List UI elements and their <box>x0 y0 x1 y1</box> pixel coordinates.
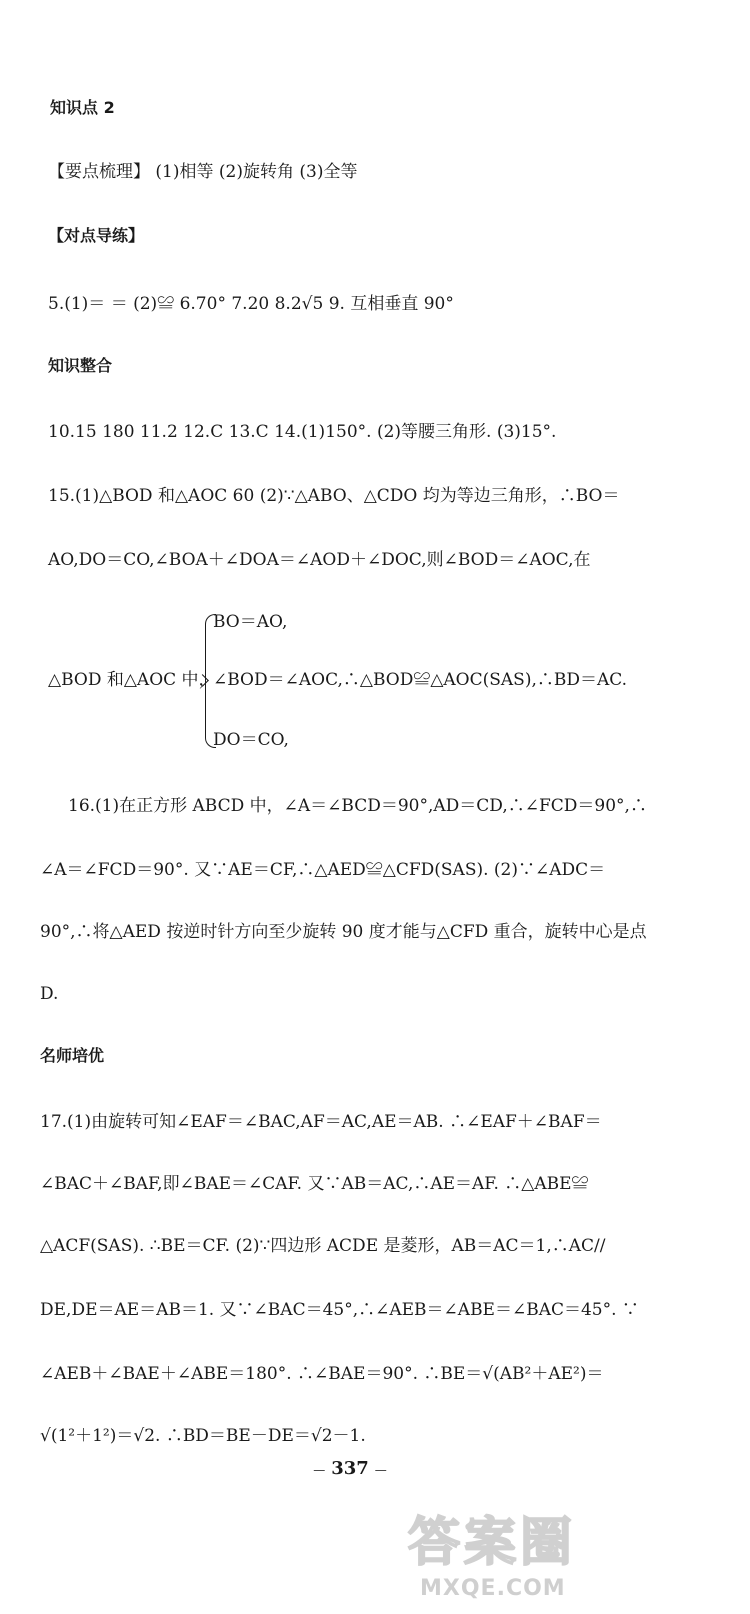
watermark-url: MXQE.COM <box>420 1576 566 1601</box>
q15-brace-top: BO＝AO, <box>213 612 288 632</box>
q16-line-4: D. <box>40 984 59 1004</box>
practice-title: 【对点导练】 <box>48 226 145 245</box>
q15-brace-mid: ∠BOD＝∠AOC,∴△BOD≌△AOC(SAS),∴BD＝AC. <box>213 670 628 690</box>
q17-line-1: 17.(1)由旋转可知∠EAF＝∠BAC,AF＝AC,AE＝AB. ∴∠EAF＋∠BAF＝ <box>40 1112 602 1132</box>
q16-line-1: 16.(1)在正方形 ABCD 中，∠A＝∠BCD＝90°,AD＝CD,∴∠FCD＝90°,∴ <box>68 796 647 816</box>
watermark-logo: 答案圈 <box>408 1513 577 1573</box>
q15-brace-bottom: DO＝CO, <box>213 730 289 750</box>
section-title-integration: 知识整合 <box>48 356 113 375</box>
q16-line-2: ∠A＝∠FCD＝90°. 又∵AE＝CF,∴△AED≌△CFD(SAS). (2)∵∠ADC＝ <box>40 860 606 880</box>
answers-10-14: 10.15 180 11.2 12.C 13.C 14.(1)150°. (2)等腰三角形. (3)15°. <box>48 422 557 442</box>
answers-5-9: 5.(1)＝ ＝ (2)≌ 6.70° 7.20 8.2√5 9. 互相垂直 90° <box>48 294 454 314</box>
section-title-master-class: 名师培优 <box>40 1046 105 1065</box>
q17-line-4: DE,DE＝AE＝AB＝1. 又∵∠BAC＝45°,∴∠AEB＝∠ABE＝∠BAC＝45°. ∵ <box>40 1300 639 1320</box>
q15-line-1: 15.(1)△BOD 和△AOC 60 (2)∵△ABO、△CDO 均为等边三角形，∴BO＝ <box>48 486 620 506</box>
q17-line-3: △ACF(SAS). ∴BE＝CF. (2)∵四边形 ACDE 是菱形，AB＝AC＝1,∴AC// <box>40 1236 606 1256</box>
page-number: — 337 — <box>300 1458 400 1479</box>
q15-brace-lead: △BOD 和△AOC 中， <box>48 670 216 690</box>
q17-line-6: √(1²＋1²)＝√2. ∴BD＝BE－DE＝√2－1. <box>40 1426 366 1446</box>
q15-line-2: AO,DO＝CO,∠BOA＋∠DOA＝∠AOD＋∠DOC,则∠BOD＝∠AOC,在 <box>48 550 591 570</box>
q17-line-5: ∠AEB＋∠BAE＋∠ABE＝180°. ∴∠BAE＝90°. ∴BE＝√(AB²＋AE²)＝ <box>40 1364 604 1384</box>
key-points-line: 【要点梳理】 (1)相等 (2)旋转角 (3)全等 <box>48 162 358 182</box>
section-title-knowledge-point-2: 知识点 2 <box>50 98 115 117</box>
q16-line-3: 90°,∴将△AED 按逆时针方向至少旋转 90 度才能与△CFD 重合，旋转中心是点 <box>40 922 647 942</box>
q17-line-2: ∠BAC＋∠BAF,即∠BAE＝∠CAF. 又∵AB＝AC,∴AE＝AF. ∴△ABE≌ <box>40 1174 589 1194</box>
